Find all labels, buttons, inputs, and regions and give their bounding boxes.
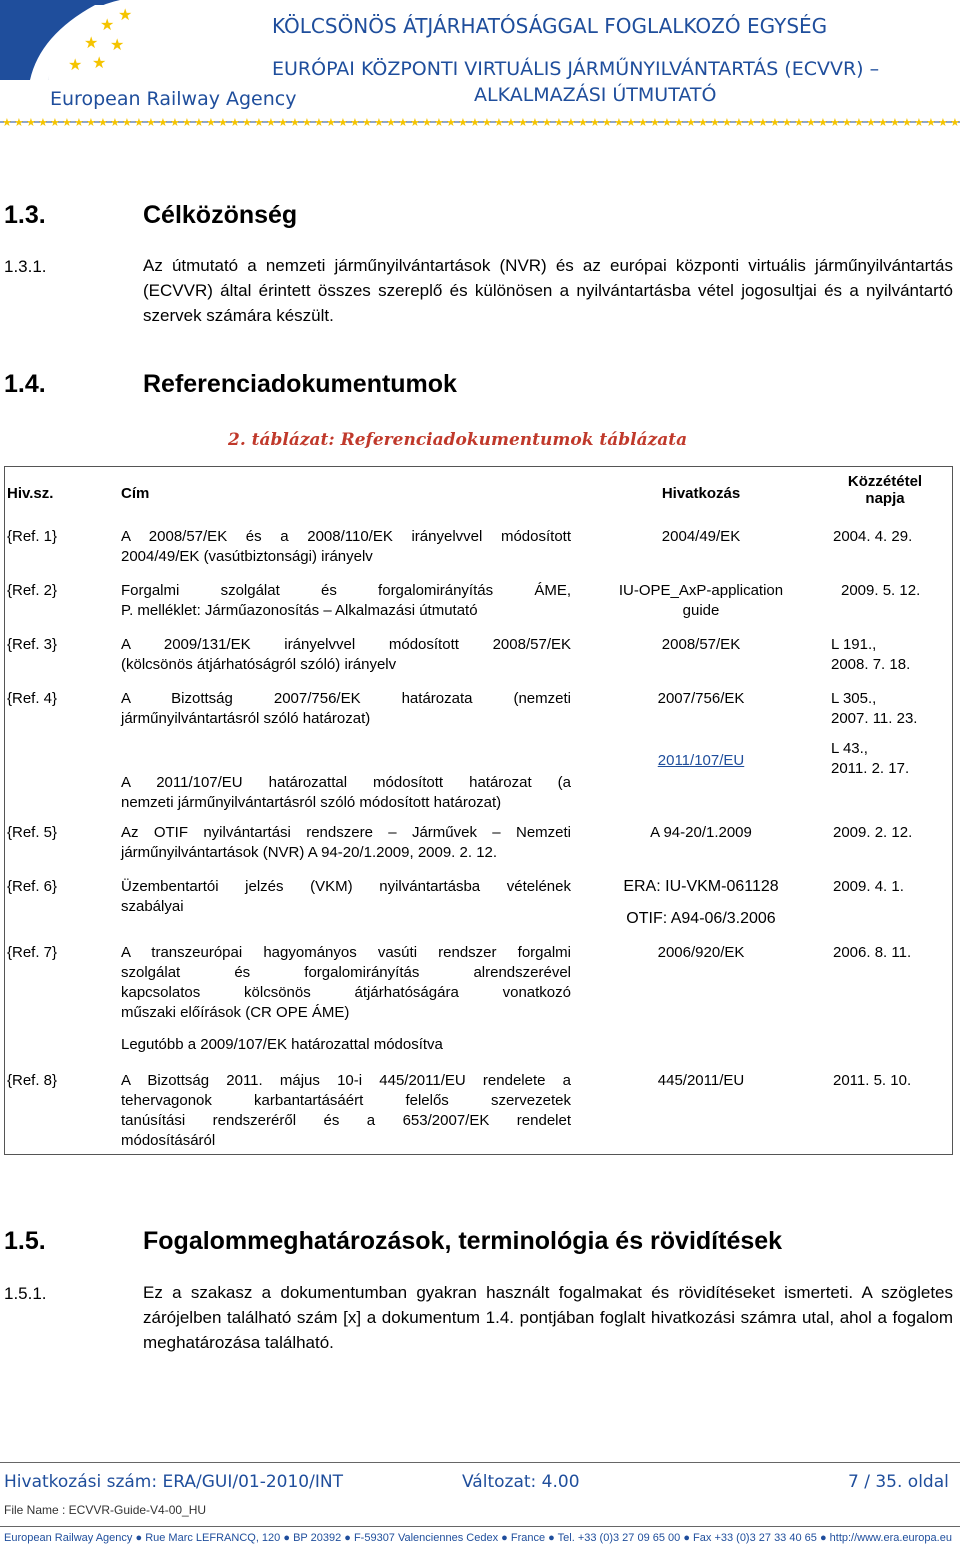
row-citation: 2004/49/EK: [661, 528, 741, 545]
footer-reference: Hivatkozási szám: ERA/GUI/01-2010/INT: [4, 1472, 343, 1492]
row-date: 2009. 5. 12.: [841, 582, 921, 599]
border-star-icon: ★: [554, 116, 564, 128]
border-star-icon: ★: [26, 116, 36, 128]
border-star-icon: ★: [242, 116, 252, 128]
svg-text:★: ★: [68, 55, 83, 74]
address-item: Rue Marc LEFRANCQ, 120: [145, 1532, 281, 1544]
row-date: 2011. 5. 10.: [833, 1072, 912, 1089]
footer-version: Változat: 4.00: [462, 1472, 580, 1492]
address-item: Tel. +33 (0)3 27 09 65 00: [557, 1532, 681, 1544]
bullet-icon: ●: [680, 1532, 694, 1544]
table-row: [5, 821, 952, 871]
border-star-icon: ★: [782, 116, 792, 128]
border-star-icon: ★: [62, 116, 72, 128]
border-star-icon: ★: [638, 116, 648, 128]
table-row: [5, 875, 952, 937]
row-title: A 2009/131/EK irányelvvel módosított 2008/57/EK (kölcsönös átjárhatóságról szóló) irányelv: [121, 636, 571, 673]
border-star-icon: ★: [590, 116, 600, 128]
border-star-icon: ★: [902, 116, 912, 128]
border-star-icon: ★: [566, 116, 576, 128]
row-date: 2004. 4. 29.: [833, 528, 913, 545]
border-star-icon: ★: [650, 116, 660, 128]
footer-rule-bottom: [0, 1526, 960, 1527]
border-star-icon: ★: [518, 116, 528, 128]
border-star-icon: ★: [170, 116, 180, 128]
border-star-icon: ★: [674, 116, 684, 128]
table-row: [5, 687, 952, 817]
border-star-icon: ★: [830, 116, 840, 128]
border-star-icon: ★: [350, 116, 360, 128]
border-star-icon: ★: [122, 116, 132, 128]
address-item: F-59307 Valenciennes Cedex: [353, 1532, 499, 1544]
row-date: 2006. 8. 11.: [833, 944, 912, 961]
header-title: Cím: [121, 485, 150, 502]
border-star-icon: ★: [14, 116, 24, 128]
svg-text:★: ★: [118, 5, 133, 24]
row-citation: 445/2011/EU: [657, 1072, 745, 1089]
border-star-icon: ★: [374, 116, 384, 128]
border-star-icon: ★: [98, 116, 108, 128]
border-star-icon: ★: [254, 116, 264, 128]
row-title: A Bizottság 2007/756/EK határozata (nemzeti járműnyilvántartásról szóló határozat): [121, 690, 571, 727]
table-row: [5, 579, 952, 629]
row-ref: {Ref. 8}: [7, 1072, 58, 1089]
bullet-icon: ●: [816, 1532, 830, 1544]
svg-text:★: ★: [110, 35, 125, 54]
address-item: France: [510, 1532, 546, 1544]
row-citation: 2006/920/EK: [657, 944, 745, 961]
border-star-icon: ★: [602, 116, 612, 128]
border-star-icon: ★: [578, 116, 588, 128]
row-citation: 2008/57/EK: [661, 636, 741, 653]
border-star-icon: ★: [50, 116, 60, 128]
svg-text:★: ★: [84, 33, 99, 52]
border-star-icon: ★: [470, 116, 480, 128]
bullet-icon: ●: [545, 1532, 558, 1544]
row-title: Üzembentartói jelzés (VKM) nyilvántartásba vételének szabályai: [121, 878, 571, 915]
row-title: A Bizottság 2011. május 10-i 445/2011/EU rendelete a tehervagonok karbantartásáért felelős szervezetek tanúsítási rendszeréről és a 653/2007/EK rendelet módosításáról: [121, 1072, 571, 1149]
border-star-icon: ★: [662, 116, 672, 128]
row-citation: A 94-20/1.2009: [650, 824, 752, 841]
header-pub-date-line1: Közzététel: [847, 473, 923, 490]
border-star-icon: ★: [758, 116, 768, 128]
border-star-icon: ★: [458, 116, 468, 128]
row-title: A transzeurópai hagyományos vasúti rendszer forgalmi szolgálat és forgalomirányítás alrendszerével kapcsolatos kölcsönös átjárhatóságára vonatkozó műszaki előírások (CR OPE ÁME) Legutóbb a 2009/107/EK határozattal módosítva: [121, 944, 571, 1053]
svg-text:★: ★: [100, 15, 115, 34]
border-star-icon: ★: [158, 116, 168, 128]
row-citation: ERA: IU-VKM-061128 OTIF: A94-06/3.2006: [623, 878, 779, 927]
border-star-icon: ★: [86, 116, 96, 128]
star-border: [0, 116, 960, 128]
address-item: BP 20392: [293, 1532, 342, 1544]
header-unit: KÖLCSÖNÖS ÁTJÁRHATÓSÁGGAL FOGLALKOZÓ EGYSÉG: [272, 14, 828, 38]
section-number: 1.4.: [4, 370, 46, 398]
row-ref: {Ref. 2}: [7, 582, 58, 599]
amendment-link[interactable]: 2011/107/EU: [657, 752, 745, 769]
border-star-icon: ★: [218, 116, 228, 128]
border-star-icon: ★: [266, 116, 276, 128]
border-star-icon: ★: [386, 116, 396, 128]
row-title: Az OTIF nyilvántartási rendszere – Járművek – Nemzeti járműnyilvántartások (NVR) A 94-20/1.2009, 2009. 2. 12.: [121, 824, 571, 861]
bullet-icon: ●: [132, 1532, 146, 1544]
border-star-icon: ★: [746, 116, 756, 128]
border-star-icon: ★: [278, 116, 288, 128]
table-caption: 2. táblázat: Referenciadokumentumok táblázata: [228, 430, 688, 450]
header-subtitle: ALKALMAZÁSI ÚTMUTATÓ: [474, 84, 717, 106]
border-star-icon: ★: [506, 116, 516, 128]
row-ref: {Ref. 7}: [7, 944, 58, 961]
era-logo: [0, 0, 297, 115]
row-ref: {Ref. 1}: [7, 528, 58, 545]
border-star-icon: ★: [890, 116, 900, 128]
border-star-icon: ★: [398, 116, 408, 128]
border-star-icon: ★: [74, 116, 84, 128]
row-date: L 305., 2007. 11. 23.: [831, 690, 918, 727]
section-title: Referenciadokumentumok: [143, 370, 457, 398]
address-item: Fax +33 (0)3 27 33 40 65: [693, 1532, 817, 1544]
row-ref: {Ref. 6}: [7, 878, 58, 895]
header-citation: Hivatkozás: [661, 485, 741, 502]
header-pub-date: [825, 473, 945, 507]
table-row: [5, 633, 952, 683]
border-star-icon: ★: [134, 116, 144, 128]
border-star-icon: ★: [842, 116, 852, 128]
border-star-icon: ★: [926, 116, 936, 128]
border-star-icon: ★: [326, 116, 336, 128]
border-star-icon: ★: [410, 116, 420, 128]
row-ref: {Ref. 4}: [7, 690, 58, 707]
border-star-icon: ★: [722, 116, 732, 128]
header-ref: Hiv.sz.: [7, 485, 54, 502]
row-title: Forgalmi szolgálat és forgalomirányítás ÁME, P. melléklet: Járműazonosítás – Alkalmazási útmutató: [121, 582, 571, 619]
border-star-icon: ★: [854, 116, 864, 128]
border-star-icon: ★: [734, 116, 744, 128]
footer-file-name: File Name : ECVVR-Guide-V4-00_HU: [4, 1503, 207, 1517]
website-link[interactable]: http://www.era.europa.eu: [829, 1532, 952, 1544]
border-star-icon: ★: [866, 116, 876, 128]
paragraph-text: Ez a szakasz a dokumentumban gyakran használt fogalmakat és rövidítéseket ismerteti. A szögletes zárójelben található szám [x] a dokumentum 1.4. pontjában foglalt hivatkozási számra utal, ahol a fogalom meghatározása található.: [143, 1283, 953, 1352]
section-title: Fogalommeghatározások, terminológia és rövidítések: [143, 1227, 783, 1255]
border-star-icon: ★: [482, 116, 492, 128]
border-star-icon: ★: [626, 116, 636, 128]
footer-address: [4, 1532, 952, 1544]
row-title: A 2008/57/EK és a 2008/110/EK irányelvvel módosított 2004/49/EK (vasútbiztonsági) irányelv: [121, 528, 571, 565]
border-star-icon: ★: [434, 116, 444, 128]
row-amendment-title: A 2011/107/EU határozattal módosított határozat (a nemzeti járműnyilvántartásról szóló módosított határozat): [121, 774, 571, 811]
border-star-icon: ★: [290, 116, 300, 128]
paragraph-number: 1.3.1.: [4, 257, 47, 276]
border-star-icon: ★: [878, 116, 888, 128]
section-title: Célközönség: [143, 201, 298, 229]
border-star-icon: ★: [38, 116, 48, 128]
bullet-icon: ●: [280, 1532, 294, 1544]
border-star-icon: ★: [206, 116, 216, 128]
border-star-icon: ★: [950, 116, 960, 128]
border-star-icon: ★: [362, 116, 372, 128]
row-date: L 191., 2008. 7. 18.: [831, 636, 911, 673]
border-star-icon: ★: [2, 116, 12, 128]
border-star-icon: ★: [446, 116, 456, 128]
border-star-icon: ★: [194, 116, 204, 128]
border-star-icon: ★: [770, 116, 780, 128]
border-star-icon: ★: [806, 116, 816, 128]
bullet-icon: ●: [498, 1532, 511, 1544]
border-star-icon: ★: [914, 116, 924, 128]
border-star-icon: ★: [422, 116, 432, 128]
row-ref: {Ref. 3}: [7, 636, 58, 653]
border-star-icon: ★: [542, 116, 552, 128]
svg-text:★: ★: [92, 53, 107, 72]
border-star-icon: ★: [614, 116, 624, 128]
row-citation: 2007/756/EK: [657, 690, 745, 707]
header-pub-date-line2: napja: [865, 490, 905, 507]
bullet-icon: ●: [341, 1532, 354, 1544]
footer-rule: [0, 1462, 960, 1463]
border-star-icon: ★: [314, 116, 324, 128]
border-star-icon: ★: [494, 116, 504, 128]
row-amendment-date: L 43., 2011. 2. 17.: [831, 740, 910, 777]
border-star-icon: ★: [182, 116, 192, 128]
row-date: 2009. 4. 1.: [833, 878, 904, 895]
border-star-icon: ★: [698, 116, 708, 128]
section-number: 1.5.: [4, 1227, 46, 1255]
row-date: 2009. 2. 12.: [833, 824, 913, 841]
row-citation: IU-OPE_AxP-application guide: [618, 582, 784, 619]
table-row: [5, 525, 952, 575]
table-row: [5, 941, 952, 1061]
paragraph-number: 1.5.1.: [4, 1284, 47, 1303]
footer-page-number: 7 / 35. oldal: [848, 1472, 949, 1492]
border-star-icon: ★: [110, 116, 120, 128]
paragraph-text: Az útmutató a nemzeti járműnyilvántartások (NVR) és az európai központi virtuális járműnyilvántartás (ECVVR) által érintett összes szereplő és különösen a nyilvántartásba vétel jogosultjai és a nyilvántartó szervek számára készült.: [143, 256, 953, 325]
row-ref: {Ref. 5}: [7, 824, 58, 841]
section-number: 1.3.: [4, 201, 46, 229]
border-star-icon: ★: [794, 116, 804, 128]
border-star-icon: ★: [146, 116, 156, 128]
border-star-icon: ★: [302, 116, 312, 128]
border-star-icon: ★: [686, 116, 696, 128]
border-star-icon: ★: [230, 116, 240, 128]
border-star-icon: ★: [530, 116, 540, 128]
address-item: European Railway Agency: [4, 1532, 133, 1544]
reference-table: [4, 466, 953, 1155]
border-star-icon: ★: [818, 116, 828, 128]
table-row: [5, 1069, 952, 1153]
agency-name: European Railway Agency: [50, 88, 297, 110]
header-title: EURÓPAI KÖZPONTI VIRTUÁLIS JÁRMŰNYILVÁNTARTÁS (ECVVR) –: [272, 58, 880, 80]
border-star-icon: ★: [338, 116, 348, 128]
border-star-icon: ★: [710, 116, 720, 128]
border-star-icon: ★: [938, 116, 948, 128]
